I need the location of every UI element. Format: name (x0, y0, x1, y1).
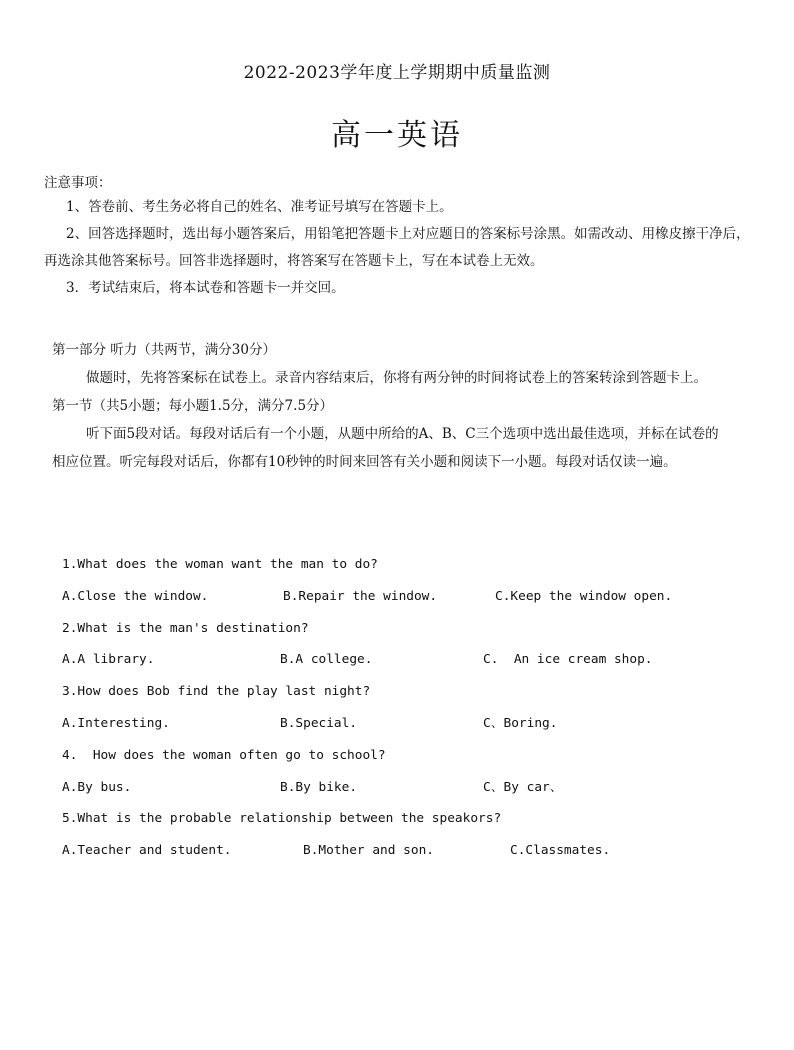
question-1-stem: 1.What does the woman want the man to do? (62, 557, 378, 572)
part-title: 第一部分 听力（共两节，满分30分） (52, 342, 276, 358)
question-1-options (62, 581, 752, 613)
question-list (62, 549, 752, 867)
part-instructions: 做题时，先将答案标在试卷上。录音内容结束后，你将有两分钟的时间将试卷上的答案转涂到答题卡上。 (86, 370, 707, 386)
question-5-option-c: C.Classmates. (510, 843, 611, 859)
question-2-option-b: B.A college. (280, 652, 373, 668)
question-2-option-c: C. An ice cream shop. (483, 652, 653, 668)
question-4-options (62, 772, 752, 804)
question-1-option-c: C.Keep the window open. (495, 588, 673, 604)
question-2-options (62, 644, 752, 676)
question-4-stem: 4. How does the woman often go to school? (62, 747, 386, 763)
question-4-option-c: C、By car、 (483, 779, 563, 795)
question-5-option-b: B.Mother and son. (303, 843, 434, 859)
question-5-stem: 5.What is the probable relationship between the speakors? (62, 811, 502, 827)
question-3-option-c: C、Boring. (483, 715, 558, 731)
listening-part (52, 336, 722, 476)
question-3-stem: 3.How does Bob find the play last night? (62, 684, 371, 700)
notice-section (44, 172, 754, 302)
question-4-option-b: B.By bike. (280, 779, 358, 795)
section-title: 第一节（共5小题；每小题1.5分，满分7.5分） (52, 398, 334, 414)
subject-title: 高一英语 (331, 118, 463, 153)
notice-item-1: 1、答卷前、考生务必将自己的姓名、准考证号填写在答题卡上。 (66, 199, 453, 215)
notice-item-2: 2、回答选择题时，选出每小题答案后，用铅笔把答题卡上对应题日的答案标号涂黑。如需改动、用橡皮擦干净后，再选涂其他答案标号。回答非选择题时，将答案写在答题卡上，写在本试卷上无效。 (44, 226, 750, 269)
question-3-options (62, 708, 752, 740)
question-2-option-a: A.A library. (62, 652, 155, 668)
question-3-option-a: A.Interesting. (62, 715, 170, 731)
notice-item-3: 3．考试结束后，将本试卷和答题卡一并交回。 (66, 280, 345, 296)
question-1-option-b: B.Repair the window. (283, 588, 438, 604)
exam-title: 2022-2023学年度上学期期中质量监测 (243, 63, 551, 83)
question-2-stem: 2.What is the man's destination? (62, 620, 309, 636)
question-5-option-a: A.Teacher and student. (62, 843, 232, 859)
question-4-option-a: A.By bus. (62, 779, 132, 795)
question-1-option-a: A.Close the window. (62, 588, 209, 604)
section-instructions: 听下面5段对话。每段对话后有一个小题，从题中所给的A、B、C三个选项中选出最佳选项，并标在试卷的相应位置。听完每段对话后，你都有10秒钟的时间来回答有关小题和阅读下一小题。每段对话仅读一遍。 (52, 426, 719, 470)
question-5-options (62, 835, 752, 867)
question-3-option-b: B.Special. (280, 715, 358, 731)
notice-title: 注意事项： (44, 175, 112, 191)
